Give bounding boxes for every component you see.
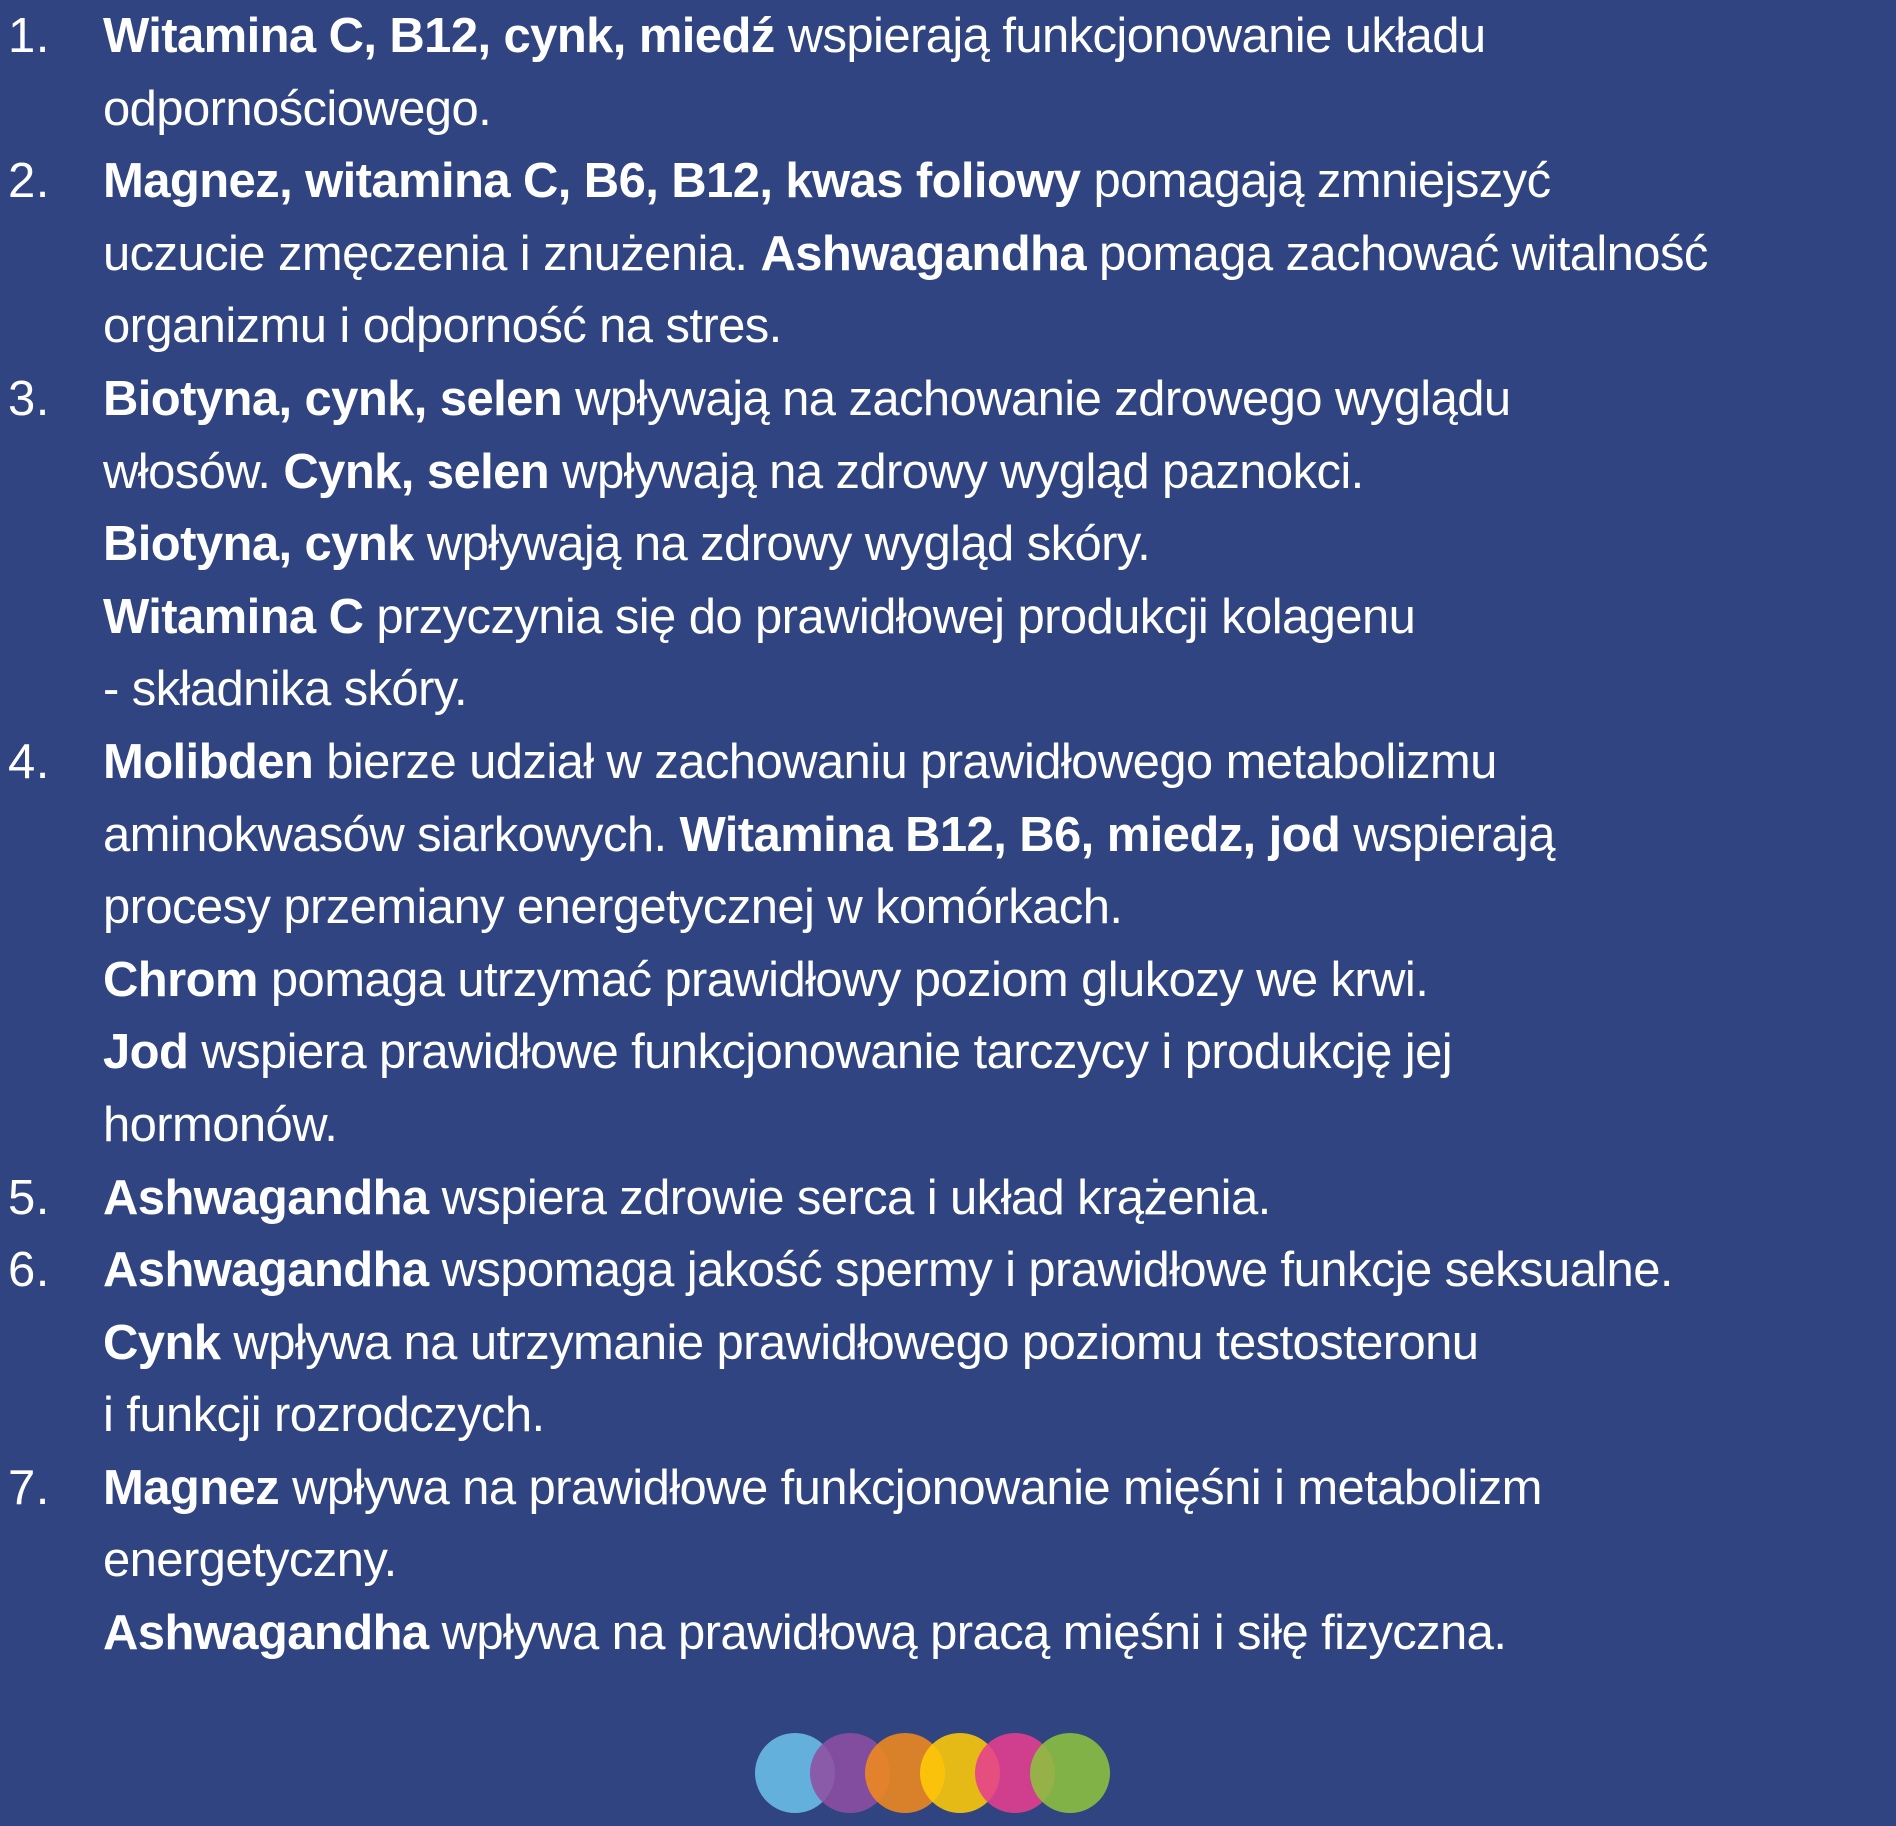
- ingredient-name: Ashwagandha: [103, 1243, 429, 1298]
- text-line: [103, 1524, 1888, 1597]
- benefit-text: wpływa na prawidłową pracą mięśni i siłę fizyczna.: [428, 1606, 1507, 1661]
- text-line: [103, 508, 1888, 581]
- ingredient-name: Cynk, selen: [283, 444, 550, 499]
- ingredient-name: Molibden: [103, 734, 314, 789]
- ingredient-name: Jod: [103, 1025, 189, 1080]
- benefit-text: włosów.: [103, 444, 284, 499]
- text-line: [103, 1452, 1888, 1525]
- text-line: [103, 1089, 1888, 1162]
- benefit-text: przyczynia się do prawidłowej produkcji kolagenu: [363, 589, 1416, 644]
- ingredient-name: Ashwagandha: [103, 1606, 429, 1661]
- brand-dots-logo: [750, 1728, 1130, 1818]
- benefit-text: aminokwasów siarkowych.: [103, 807, 680, 862]
- list-item-text: [103, 0, 1888, 145]
- list-item: [8, 1452, 1888, 1670]
- benefit-text: wpływa na prawidłowe funkcjonowanie mięśni i metabolizm: [279, 1460, 1542, 1515]
- list-item-text: [103, 145, 1888, 363]
- benefit-text: energetyczny.: [103, 1533, 397, 1588]
- list-item-number: 4.: [8, 734, 50, 789]
- list-item-number: 1.: [8, 9, 50, 63]
- text-line: [103, 871, 1888, 944]
- benefit-text: wspierają: [1340, 807, 1555, 862]
- ingredient-name: Witamina C, B12, cynk, miedź: [103, 9, 775, 63]
- list-item-text: [103, 1162, 1888, 1235]
- text-line: [103, 363, 1888, 436]
- ingredient-name: Magnez: [103, 1460, 280, 1515]
- text-line: [103, 145, 1888, 218]
- text-line: [103, 1379, 1888, 1452]
- list-item-number: 7.: [8, 1460, 50, 1515]
- benefit-text: pomagają zmniejszyć: [1080, 154, 1551, 209]
- ingredient-name: Magnez, witamina C, B6, B12, kwas foliowy: [103, 154, 1081, 209]
- list-item-text: [103, 726, 1888, 1162]
- ingredient-name: Biotyna, cynk, selen: [103, 371, 563, 426]
- benefit-text: hormonów.: [103, 1097, 338, 1152]
- list-item-text: [103, 1234, 1888, 1452]
- benefit-text: - składnika skóry.: [103, 662, 468, 717]
- list-item-number: 3.: [8, 371, 50, 426]
- list-item: [8, 0, 1888, 145]
- logo-circle: [1030, 1733, 1110, 1813]
- text-line: [103, 726, 1888, 799]
- list-item: [8, 726, 1888, 1162]
- text-line: [103, 1234, 1888, 1307]
- list-item: [8, 363, 1888, 726]
- benefit-text: wpływa na utrzymanie prawidłowego poziomu testosteronu: [220, 1315, 1479, 1370]
- benefit-text: wpływają na zachowanie zdrowego wyglądu: [562, 371, 1511, 426]
- text-line: [103, 290, 1888, 363]
- benefit-text: wpływają na zdrowy wygląd skóry.: [413, 517, 1151, 572]
- benefits-list: [8, 0, 1888, 1670]
- benefit-text: i funkcji rozrodczych.: [103, 1388, 545, 1443]
- text-line: [103, 653, 1888, 726]
- text-line: [103, 1307, 1888, 1380]
- list-item-number: 5.: [8, 1170, 50, 1225]
- list-item: [8, 1234, 1888, 1452]
- text-line: [103, 581, 1888, 654]
- list-item: [8, 1162, 1888, 1235]
- text-line: [103, 218, 1888, 291]
- benefit-text: pomaga zachować witalność: [1086, 226, 1708, 281]
- benefit-text: pomaga utrzymać prawidłowy poziom glukozy we krwi.: [257, 952, 1429, 1007]
- list-item: [8, 145, 1888, 363]
- ingredient-name: Chrom: [103, 952, 258, 1007]
- text-line: [103, 73, 1888, 146]
- ingredient-name: Witamina C: [103, 589, 364, 644]
- benefit-text: wspiera zdrowie serca i układ krążenia.: [428, 1170, 1271, 1225]
- ingredient-name: Cynk: [103, 1315, 221, 1370]
- list-item-number: 6.: [8, 1243, 50, 1298]
- benefit-text: bierze udział w zachowaniu prawidłowego metabolizmu: [313, 734, 1497, 789]
- ingredient-name: Ashwagandha: [103, 1170, 429, 1225]
- text-line: [103, 1597, 1888, 1670]
- benefit-text: procesy przemiany energetycznej w komórkach.: [103, 880, 1123, 935]
- benefit-text: organizmu i odporność na stres.: [103, 299, 782, 354]
- list-item-number: 2.: [8, 154, 50, 209]
- ingredient-name: Biotyna, cynk: [103, 517, 414, 572]
- text-line: [103, 0, 1888, 73]
- list-item-text: [103, 363, 1888, 726]
- list-item-text: [103, 1452, 1888, 1670]
- benefit-text: odpornościowego.: [103, 81, 492, 136]
- benefit-text: wspiera prawidłowe funkcjonowanie tarczycy i produkcję jej: [188, 1025, 1453, 1080]
- benefit-text: wspierają funkcjonowanie układu: [774, 9, 1486, 63]
- overlapping-circles-icon: [750, 1728, 1130, 1818]
- text-line: [103, 799, 1888, 872]
- ingredient-name: Ashwagandha: [760, 226, 1087, 281]
- text-line: [103, 944, 1888, 1017]
- benefit-text: wpływają na zdrowy wygląd paznokci.: [549, 444, 1364, 499]
- ingredient-name: Witamina B12, B6, miedz, jod: [679, 807, 1341, 862]
- text-line: [103, 1162, 1888, 1235]
- text-line: [103, 1016, 1888, 1089]
- benefit-text: wspomaga jakość spermy i prawidłowe funkcje seksualne.: [428, 1243, 1673, 1298]
- benefit-text: uczucie zmęczenia i znużenia.: [103, 226, 761, 281]
- text-line: [103, 436, 1888, 509]
